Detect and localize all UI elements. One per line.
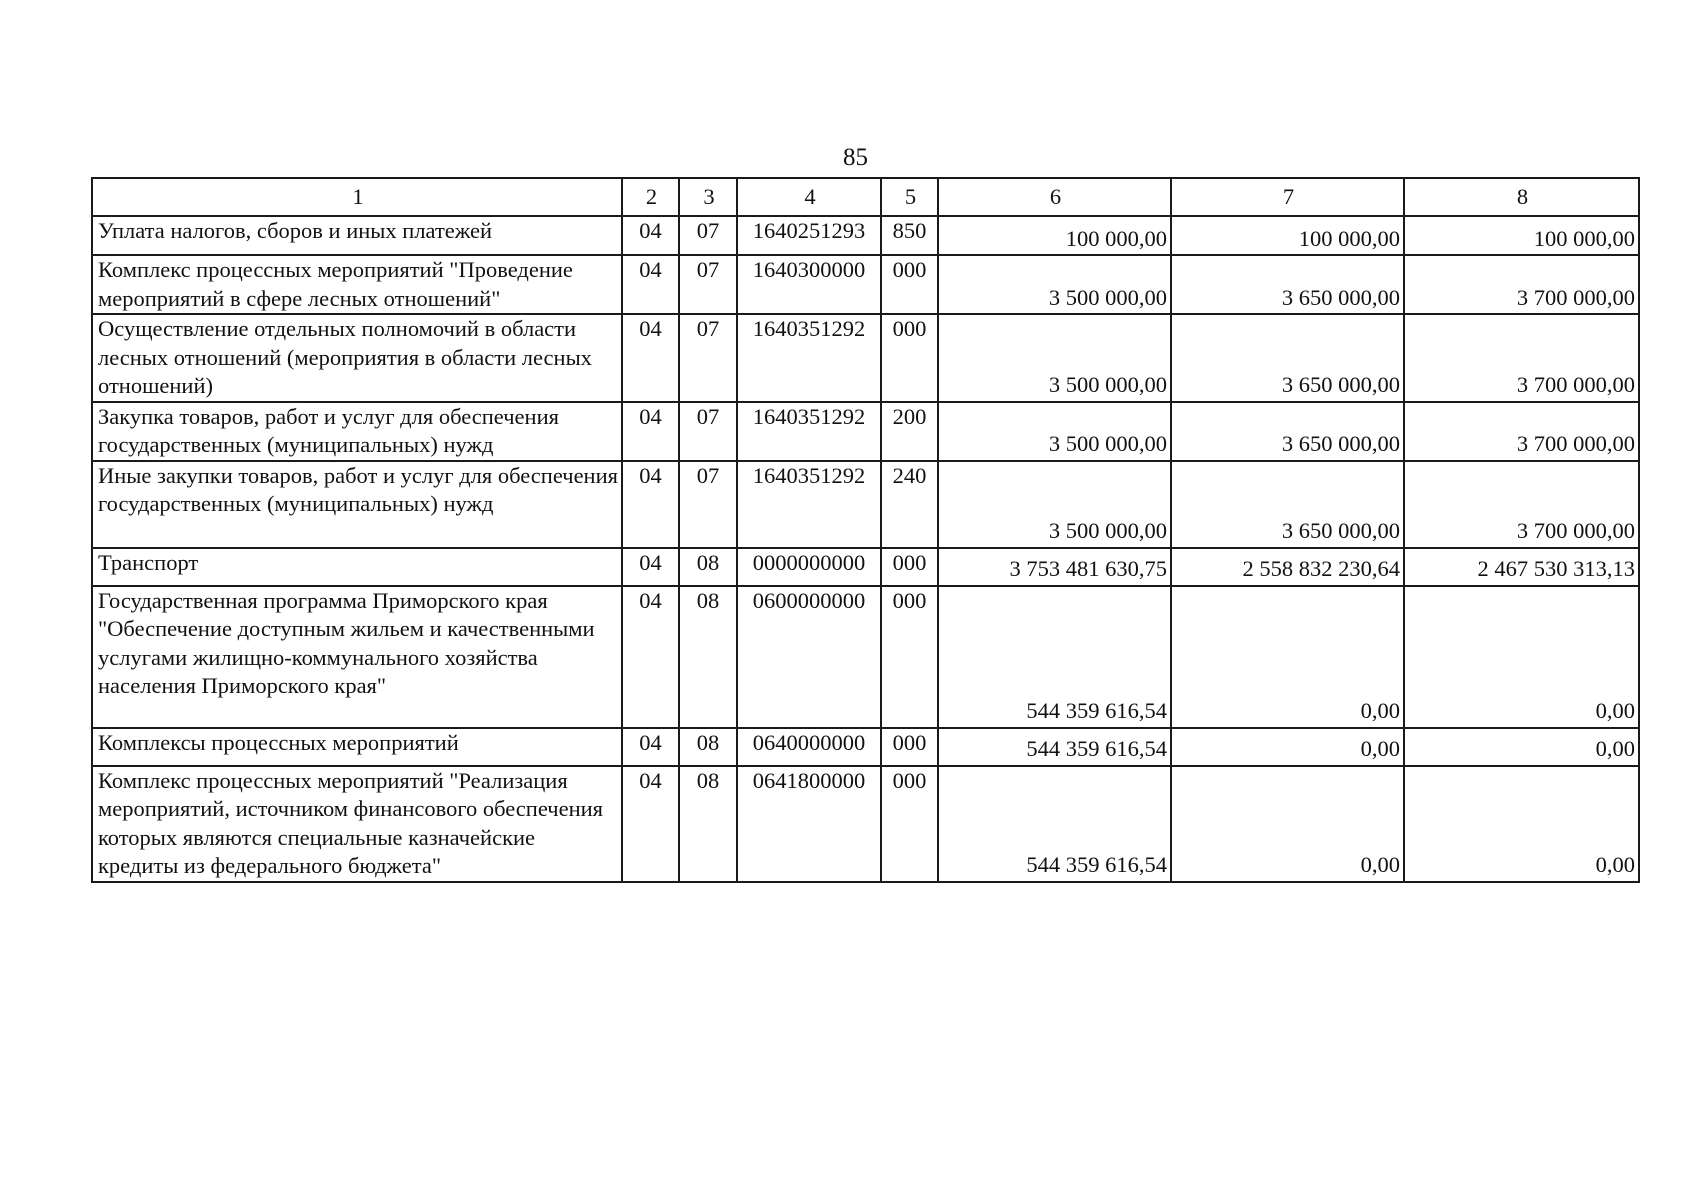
amount-col8: 0,00 — [1404, 766, 1639, 882]
target-article-code: 1640300000 — [737, 255, 881, 314]
amount-col7: 3 650 000,00 — [1171, 314, 1404, 402]
target-article-code: 1640351292 — [737, 314, 881, 402]
section-code: 04 — [622, 728, 679, 766]
amount-col8: 3 700 000,00 — [1404, 461, 1639, 548]
row-name: Комплексы процессных мероприятий — [92, 728, 622, 766]
section-code: 04 — [622, 402, 679, 461]
table-row — [92, 461, 1639, 548]
amount-col8: 3 700 000,00 — [1404, 314, 1639, 402]
header-cell: 5 — [881, 178, 938, 216]
amount-col7: 2 558 832 230,64 — [1171, 548, 1404, 586]
header-cell: 4 — [737, 178, 881, 216]
amount-col6: 544 359 616,54 — [938, 728, 1171, 766]
amount-col8: 100 000,00 — [1404, 216, 1639, 255]
section-code: 04 — [622, 586, 679, 728]
amount-col7: 0,00 — [1171, 728, 1404, 766]
table-row — [92, 255, 1639, 314]
amount-col6: 100 000,00 — [938, 216, 1171, 255]
amount-col8: 3 700 000,00 — [1404, 402, 1639, 461]
amount-col6: 3 500 000,00 — [938, 461, 1171, 548]
target-article-code: 0641800000 — [737, 766, 881, 882]
amount-col8: 0,00 — [1404, 586, 1639, 728]
row-name: Комплекс процессных мероприятий "Реализация мероприятий, источником финансового обеспечения которых являются специальные казначейские кредиты из федерального бюджета" — [92, 766, 622, 882]
amount-col8: 2 467 530 313,13 — [1404, 548, 1639, 586]
expense-type-code: 000 — [881, 766, 938, 882]
expense-type-code: 850 — [881, 216, 938, 255]
amount-col6: 3 500 000,00 — [938, 255, 1171, 314]
section-code: 04 — [622, 461, 679, 548]
amount-col6: 3 500 000,00 — [938, 402, 1171, 461]
amount-col8: 3 700 000,00 — [1404, 255, 1639, 314]
subsection-code: 08 — [679, 586, 737, 728]
row-name: Осуществление отдельных полномочий в области лесных отношений (мероприятия в области лесных отношений) — [92, 314, 622, 402]
table-row — [92, 586, 1639, 728]
target-article-code: 0640000000 — [737, 728, 881, 766]
section-code: 04 — [622, 314, 679, 402]
subsection-code: 07 — [679, 314, 737, 402]
expense-type-code: 000 — [881, 586, 938, 728]
page-number: 85 — [843, 144, 868, 171]
subsection-code: 08 — [679, 548, 737, 586]
header-cell: 7 — [1171, 178, 1404, 216]
row-name: Государственная программа Приморского края "Обеспечение доступным жильем и качественными услугами жилищно-коммунального хозяйства населения Приморского края" — [92, 586, 622, 728]
target-article-code: 0000000000 — [737, 548, 881, 586]
row-name: Закупка товаров, работ и услуг для обеспечения государственных (муниципальных) нужд — [92, 402, 622, 461]
table-row — [92, 402, 1639, 461]
header-cell: 1 — [92, 178, 622, 216]
section-code: 04 — [622, 548, 679, 586]
header-cell: 6 — [938, 178, 1171, 216]
row-name: Иные закупки товаров, работ и услуг для обеспечения государственных (муниципальных) нужд — [92, 461, 622, 548]
amount-col6: 544 359 616,54 — [938, 766, 1171, 882]
subsection-code: 07 — [679, 461, 737, 548]
header-row — [92, 178, 1639, 216]
section-code: 04 — [622, 766, 679, 882]
amount-col6: 3 500 000,00 — [938, 314, 1171, 402]
subsection-code: 07 — [679, 402, 737, 461]
expense-type-code: 240 — [881, 461, 938, 548]
subsection-code: 08 — [679, 766, 737, 882]
table-row — [92, 766, 1639, 882]
expense-type-code: 000 — [881, 255, 938, 314]
header-cell: 3 — [679, 178, 737, 216]
expense-type-code: 000 — [881, 314, 938, 402]
row-name: Транспорт — [92, 548, 622, 586]
subsection-code: 07 — [679, 216, 737, 255]
table-row — [92, 548, 1639, 586]
table-row — [92, 216, 1639, 255]
expense-type-code: 200 — [881, 402, 938, 461]
row-name: Уплата налогов, сборов и иных платежей — [92, 216, 622, 255]
header-cell: 8 — [1404, 178, 1639, 216]
amount-col7: 3 650 000,00 — [1171, 402, 1404, 461]
amount-col7: 0,00 — [1171, 766, 1404, 882]
amount-col7: 0,00 — [1171, 586, 1404, 728]
target-article-code: 0600000000 — [737, 586, 881, 728]
target-article-code: 1640251293 — [737, 216, 881, 255]
amount-col7: 3 650 000,00 — [1171, 255, 1404, 314]
section-code: 04 — [622, 216, 679, 255]
subsection-code: 07 — [679, 255, 737, 314]
table-row — [92, 314, 1639, 402]
budget-table — [91, 177, 1640, 883]
expense-type-code: 000 — [881, 728, 938, 766]
target-article-code: 1640351292 — [737, 402, 881, 461]
target-article-code: 1640351292 — [737, 461, 881, 548]
amount-col7: 100 000,00 — [1171, 216, 1404, 255]
amount-col7: 3 650 000,00 — [1171, 461, 1404, 548]
header-cell: 2 — [622, 178, 679, 216]
expense-type-code: 000 — [881, 548, 938, 586]
amount-col6: 544 359 616,54 — [938, 586, 1171, 728]
row-name: Комплекс процессных мероприятий "Проведение мероприятий в сфере лесных отношений" — [92, 255, 622, 314]
section-code: 04 — [622, 255, 679, 314]
subsection-code: 08 — [679, 728, 737, 766]
table-row — [92, 728, 1639, 766]
amount-col8: 0,00 — [1404, 728, 1639, 766]
amount-col6: 3 753 481 630,75 — [938, 548, 1171, 586]
